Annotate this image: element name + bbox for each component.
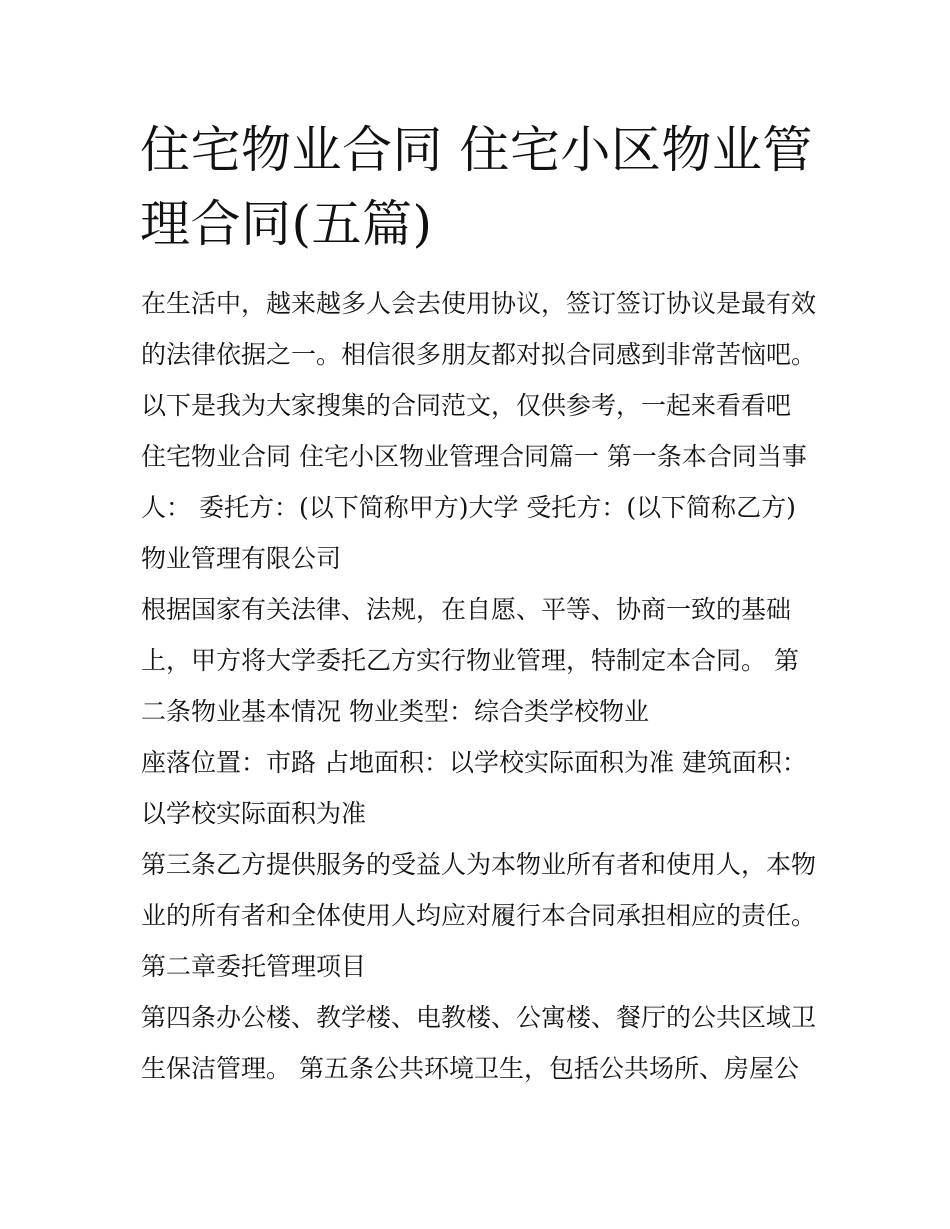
body-line: 人： 委托方：(以下简称甲方)大学 受托方：(以下简称乙方) [141, 493, 796, 522]
document-title [140, 113, 820, 261]
body-line: 的法律依据之一。相信很多朋友都对拟合同感到非常苦恼吧。 [141, 340, 817, 369]
body-line: 上，甲方将大学委托乙方实行物业管理，特制定本合同。 第 [141, 646, 799, 675]
body-line: 座落位置：市路 占地面积：以学校实际面积为准 建筑面积： [141, 748, 807, 777]
body-line: 二条物业基本情况 物业类型：综合类学校物业 [141, 697, 649, 726]
body-line: 住宅物业合同 住宅小区物业管理合同篇一 第一条本合同当事 [141, 442, 807, 471]
body-line: 在生活中，越来越多人会去使用协议，签订签订协议是最有效 [141, 289, 817, 318]
body-line: 以下是我为大家搜集的合同范文，仅供参考，一起来看看吧 [141, 391, 792, 420]
body-line: 第三条乙方提供服务的受益人为本物业所有者和使用人，本物 [141, 850, 817, 879]
body-line: 以学校实际面积为准 [141, 799, 367, 828]
body-line: 生保洁管理。 第五条公共环境卫生，包括公共场所、房屋公 [141, 1054, 799, 1083]
body-line: 根据国家有关法律、法规，在自愿、平等、协商一致的基础 [141, 595, 792, 624]
body-line: 第四条办公楼、教学楼、电教楼、公寓楼、餐厅的公共区域卫 [141, 1003, 817, 1032]
body-line: 第二章委托管理项目 [141, 952, 367, 981]
document-body [141, 278, 831, 1094]
title-line-1: 住宅物业合同 住宅小区物业管 [140, 121, 813, 179]
body-line: 物业管理有限公司 [141, 544, 342, 573]
body-line: 业的所有者和全体使用人均应对履行本合同承担相应的责任。 [141, 901, 817, 930]
title-line-2: 理合同(五篇) [140, 195, 433, 253]
